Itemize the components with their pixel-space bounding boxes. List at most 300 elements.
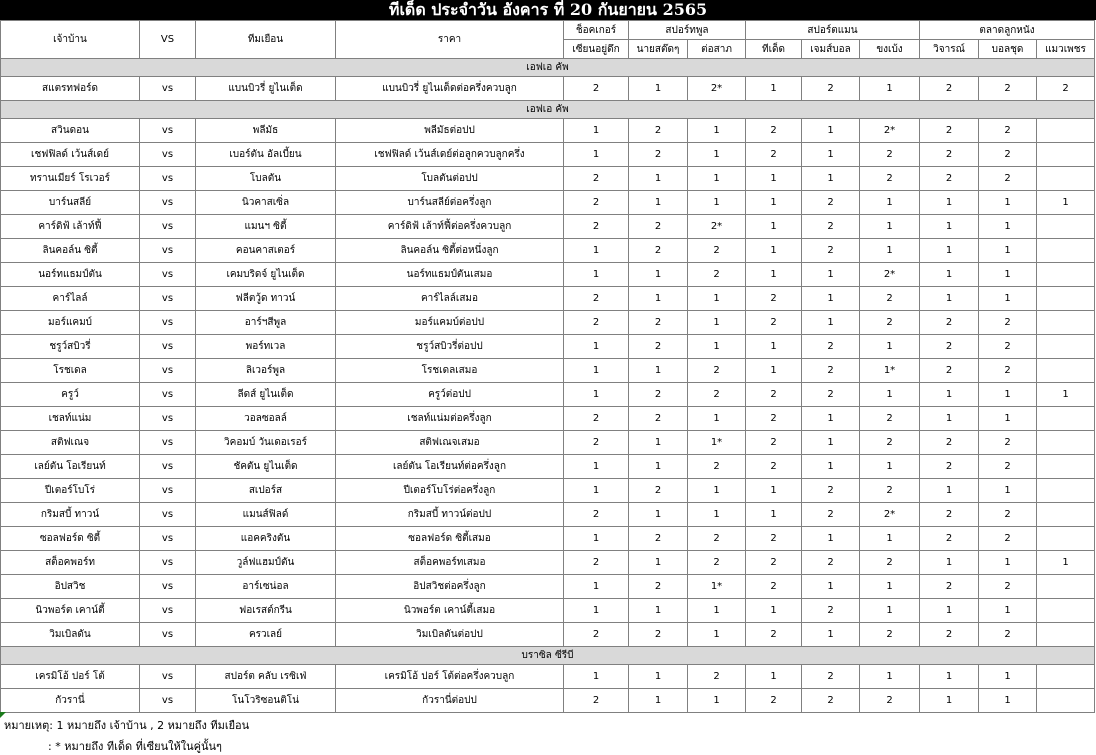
header-col: ขงเบ้ง — [860, 40, 920, 59]
pick-cell: 1 — [802, 287, 860, 311]
pick-cell: 1 — [979, 665, 1037, 689]
vs-label: vs — [140, 359, 196, 383]
price-text: เลย์ตัน โอเรียนท์ต่อครึ่งลูก — [336, 455, 564, 479]
price-text: นิวพอร์ต เคาน์ตี้เสมอ — [336, 599, 564, 623]
pick-cell: 2 — [629, 575, 688, 599]
pick-cell: 1 — [802, 143, 860, 167]
pick-cell: 1 — [746, 359, 802, 383]
note-star: : * หมายถึง ทีเด็ด ที่เซียนให้ในคู่นั้นๆ — [48, 740, 222, 753]
pick-cell — [1037, 665, 1095, 689]
vs-label: vs — [140, 143, 196, 167]
pick-cell: 1 — [629, 503, 688, 527]
vs-label: vs — [140, 287, 196, 311]
header-col: วิจารณ์ — [920, 40, 979, 59]
pick-cell: 2 — [979, 359, 1037, 383]
pick-cell: 2* — [860, 119, 920, 143]
pick-cell: 1 — [920, 191, 979, 215]
pick-cell: 2 — [629, 383, 688, 407]
pick-cell: 1 — [688, 503, 746, 527]
pick-cell: 1* — [688, 431, 746, 455]
pick-cell: 1 — [746, 503, 802, 527]
home-team: ครูว์ — [1, 383, 140, 407]
pick-cell: 1 — [979, 407, 1037, 431]
pick-cell: 2 — [564, 503, 629, 527]
pick-cell: 1 — [920, 263, 979, 287]
section-row — [1, 101, 1095, 119]
pick-cell: 2 — [860, 431, 920, 455]
header-row-groups — [1, 21, 1095, 40]
tips-table — [0, 20, 1095, 713]
pick-cell: 2 — [802, 551, 860, 575]
home-team: มอร์แคมบ์ — [1, 311, 140, 335]
pick-cell: 2 — [688, 665, 746, 689]
home-team: คาร์ไลล์ — [1, 287, 140, 311]
pick-cell: 1 — [979, 215, 1037, 239]
pick-cell — [1037, 599, 1095, 623]
header-group-shocker: ช็อคเกอร์ — [564, 21, 629, 40]
match-row — [1, 167, 1095, 191]
pick-cell: 2 — [564, 167, 629, 191]
away-team: โบลตัน — [196, 167, 336, 191]
vs-label: vs — [140, 215, 196, 239]
match-row — [1, 263, 1095, 287]
away-team: โนโวริซอนติโน่ — [196, 689, 336, 713]
pick-cell: 1 — [564, 119, 629, 143]
pick-cell: 1 — [920, 599, 979, 623]
pick-cell: 2 — [802, 359, 860, 383]
pick-cell: 1 — [802, 455, 860, 479]
away-team: เคมบริดจ์ ยูไนเต็ด — [196, 263, 336, 287]
pick-cell — [1037, 215, 1095, 239]
match-row — [1, 335, 1095, 359]
pick-cell: 1 — [688, 287, 746, 311]
pick-cell — [1037, 335, 1095, 359]
pick-cell: 1 — [802, 119, 860, 143]
pick-cell: 2 — [860, 167, 920, 191]
price-text: อิปสวิชต่อครึ่งลูก — [336, 575, 564, 599]
vs-label: vs — [140, 239, 196, 263]
pick-cell: 2 — [979, 623, 1037, 647]
match-row — [1, 191, 1095, 215]
away-team: แบนบิวรี่ ยูไนเต็ด — [196, 77, 336, 101]
home-team: ลินคอล์น ซิตี้ — [1, 239, 140, 263]
pick-cell: 2 — [564, 689, 629, 713]
home-team: ซอลฟอร์ด ซิตี้ — [1, 527, 140, 551]
pick-cell: 2* — [860, 263, 920, 287]
pick-cell: 2 — [920, 623, 979, 647]
pick-cell — [1037, 287, 1095, 311]
price-text: นอร์ทแธมป์ตันเสมอ — [336, 263, 564, 287]
home-team: เชฟฟิลด์ เว้นส์เดย์ — [1, 143, 140, 167]
home-team: สต็อคพอร์ท — [1, 551, 140, 575]
pick-cell: 2 — [1037, 77, 1095, 101]
pick-cell: 2 — [860, 623, 920, 647]
pick-cell: 2 — [746, 623, 802, 647]
pick-cell: 2 — [802, 479, 860, 503]
vs-label: vs — [140, 407, 196, 431]
vs-label: vs — [140, 689, 196, 713]
pick-cell — [1037, 527, 1095, 551]
pick-cell: 2 — [629, 143, 688, 167]
pick-cell: 2 — [564, 311, 629, 335]
pick-cell: 1 — [564, 575, 629, 599]
pick-cell: 1 — [920, 551, 979, 575]
pick-cell: 1 — [1037, 383, 1095, 407]
pick-cell: 2 — [746, 455, 802, 479]
pick-cell: 2 — [746, 689, 802, 713]
pick-cell: 2 — [802, 599, 860, 623]
header-col: แมวเพชร — [1037, 40, 1095, 59]
away-team: ฟลีตวู้ด ทาวน์ — [196, 287, 336, 311]
price-text: บาร์นสลีย์ต่อครึ่งลูก — [336, 191, 564, 215]
pick-cell: 1 — [564, 359, 629, 383]
pick-cell: 2 — [688, 239, 746, 263]
vs-label: vs — [140, 527, 196, 551]
vs-label: vs — [140, 503, 196, 527]
vs-label: vs — [140, 575, 196, 599]
match-row — [1, 119, 1095, 143]
header-group-sportpool: สปอร์ทพูล — [629, 21, 746, 40]
pick-cell: 1 — [802, 311, 860, 335]
pick-cell: 2 — [564, 77, 629, 101]
pick-cell: 1 — [979, 551, 1037, 575]
pick-cell: 2 — [802, 239, 860, 263]
pick-cell: 1 — [860, 455, 920, 479]
note-legend: หมายเหตุ: 1 หมายถึง เจ้าบ้าน , 2 หมายถึง ทีมเยือน — [4, 719, 250, 732]
section-row — [1, 59, 1095, 77]
pick-cell: 2 — [629, 119, 688, 143]
price-text: พลีมัธต่อปป — [336, 119, 564, 143]
pick-cell: 2 — [746, 431, 802, 455]
pick-cell: 1 — [979, 191, 1037, 215]
header-group-talad: ตลาดลูกหนัง — [920, 21, 1095, 40]
pick-cell — [1037, 263, 1095, 287]
home-team: บาร์นสลีย์ — [1, 191, 140, 215]
pick-cell: 1 — [688, 479, 746, 503]
header-col: นายสต๊ดๆ — [629, 40, 688, 59]
pick-cell: 1 — [564, 335, 629, 359]
home-team: กริมสบี้ ทาวน์ — [1, 503, 140, 527]
price-text: มอร์แคมบ์ต่อปป — [336, 311, 564, 335]
home-team: โรชเดล — [1, 359, 140, 383]
away-team: ลิเวอร์พูล — [196, 359, 336, 383]
vs-label: vs — [140, 455, 196, 479]
price-text: วิมเบิลดันต่อปป — [336, 623, 564, 647]
pick-cell: 1 — [860, 335, 920, 359]
pick-cell: 2* — [860, 503, 920, 527]
pick-cell: 1 — [920, 407, 979, 431]
pick-cell: 2 — [920, 503, 979, 527]
pick-cell: 1 — [860, 77, 920, 101]
away-team: ครวเลย์ — [196, 623, 336, 647]
pick-cell: 2 — [564, 215, 629, 239]
away-team: แมนฯ ซิตี้ — [196, 215, 336, 239]
pick-cell: 1 — [1037, 551, 1095, 575]
match-row — [1, 455, 1095, 479]
price-text: โรชเดลเสมอ — [336, 359, 564, 383]
pick-cell: 1 — [629, 359, 688, 383]
home-team: เลย์ตัน โอเรียนท์ — [1, 455, 140, 479]
match-row — [1, 479, 1095, 503]
vs-label: vs — [140, 191, 196, 215]
header-group-sportsman: สปอร์ตแมน — [746, 21, 920, 40]
pick-cell: 1 — [860, 191, 920, 215]
section-row — [1, 647, 1095, 665]
match-row — [1, 359, 1095, 383]
pick-cell: 2 — [860, 287, 920, 311]
pick-cell: 2 — [920, 335, 979, 359]
home-team: นิวพอร์ต เคาน์ตี้ — [1, 599, 140, 623]
away-team: พลีมัธ — [196, 119, 336, 143]
match-row — [1, 599, 1095, 623]
pick-cell: 1 — [746, 167, 802, 191]
home-team: สติฟเณจ — [1, 431, 140, 455]
match-row — [1, 77, 1095, 101]
pick-cell: 2 — [746, 311, 802, 335]
price-text: กริมสบี้ ทาวน์ต่อปป — [336, 503, 564, 527]
match-row — [1, 527, 1095, 551]
home-team: วิมเบิลดัน — [1, 623, 140, 647]
vs-label: vs — [140, 551, 196, 575]
pick-cell: 1 — [746, 263, 802, 287]
pick-cell: 2 — [629, 407, 688, 431]
away-team: แมนส์ฟิลด์ — [196, 503, 336, 527]
pick-cell: 1 — [979, 599, 1037, 623]
pick-cell: 2 — [802, 335, 860, 359]
price-text: ชรูว์สบิวรี่ต่อปป — [336, 335, 564, 359]
pick-cell: 1 — [629, 665, 688, 689]
away-team: วูล์ฟแฮมป์ตัน — [196, 551, 336, 575]
pick-cell: 1 — [920, 479, 979, 503]
pick-cell: 1 — [688, 335, 746, 359]
vs-label: vs — [140, 335, 196, 359]
pick-cell: 1 — [746, 599, 802, 623]
pick-cell: 2 — [629, 479, 688, 503]
price-text: คาร์ไลล์เสมอ — [336, 287, 564, 311]
header-away: ทีมเยือน — [196, 21, 336, 59]
pick-cell: 2 — [979, 119, 1037, 143]
price-text: เครมิโอ้ ปอร์ โต้ต่อครึ่งควบลูก — [336, 665, 564, 689]
home-team: สวินดอน — [1, 119, 140, 143]
home-team: ปีเตอร์โบโร่ — [1, 479, 140, 503]
pick-cell: 1 — [979, 287, 1037, 311]
pick-cell — [1037, 689, 1095, 713]
pick-cell: 2 — [629, 311, 688, 335]
pick-cell: 2 — [688, 551, 746, 575]
pick-cell: 2 — [564, 431, 629, 455]
pick-cell: 2 — [746, 407, 802, 431]
vs-label: vs — [140, 383, 196, 407]
price-text: สติฟเณจเสมอ — [336, 431, 564, 455]
vs-label: vs — [140, 599, 196, 623]
pick-cell: 1 — [564, 599, 629, 623]
match-row — [1, 143, 1095, 167]
vs-label: vs — [140, 77, 196, 101]
match-row — [1, 623, 1095, 647]
pick-cell: 2 — [979, 311, 1037, 335]
pick-cell — [1037, 479, 1095, 503]
pick-cell: 2 — [802, 191, 860, 215]
home-team: เชลท์แน่ม — [1, 407, 140, 431]
pick-cell: 2 — [629, 527, 688, 551]
pick-cell: 2* — [688, 215, 746, 239]
away-team: วอลซอลล์ — [196, 407, 336, 431]
section-title: บราซิล ซีรีบี — [1, 647, 1095, 665]
pick-cell: 1 — [860, 239, 920, 263]
pick-cell: 2 — [802, 215, 860, 239]
pick-cell: 1 — [1037, 191, 1095, 215]
section-title: เอฟเอ คัพ — [1, 101, 1095, 119]
pick-cell: 1 — [860, 383, 920, 407]
pick-cell: 2 — [746, 383, 802, 407]
pick-cell: 1* — [860, 359, 920, 383]
match-row — [1, 665, 1095, 689]
vs-label: vs — [140, 623, 196, 647]
pick-cell: 1 — [746, 665, 802, 689]
pick-cell: 2 — [860, 311, 920, 335]
pick-cell: 1 — [920, 287, 979, 311]
home-team: เครมิโอ้ ปอร์ โต้ — [1, 665, 140, 689]
pick-cell — [1037, 143, 1095, 167]
pick-cell: 1 — [979, 383, 1037, 407]
pick-cell: 2 — [802, 503, 860, 527]
header-col: เจมส์บอล — [802, 40, 860, 59]
away-team: วิคอมบ์ วันเดอเรอร์ — [196, 431, 336, 455]
pick-cell: 1 — [802, 167, 860, 191]
pick-cell: 2 — [860, 143, 920, 167]
pick-cell: 1 — [802, 431, 860, 455]
price-text: แบนบิวรี่ ยูไนเต็ดต่อครึ่งควบลูก — [336, 77, 564, 101]
away-team: แอคคริงตัน — [196, 527, 336, 551]
pick-cell: 2 — [629, 239, 688, 263]
away-team: ชัคตัน ยูไนเต็ด — [196, 455, 336, 479]
pick-cell: 1 — [746, 191, 802, 215]
pick-cell: 1 — [802, 407, 860, 431]
header-col: ทีเด็ด — [746, 40, 802, 59]
pick-cell: 1 — [920, 689, 979, 713]
pick-cell: 2 — [564, 287, 629, 311]
pick-cell: 1 — [564, 665, 629, 689]
match-row — [1, 575, 1095, 599]
vs-label: vs — [140, 311, 196, 335]
vs-label: vs — [140, 431, 196, 455]
pick-cell: 1 — [688, 119, 746, 143]
pick-cell: 1 — [629, 77, 688, 101]
header-col: เซียนอยู่ดึก — [564, 40, 629, 59]
pick-cell: 2 — [979, 77, 1037, 101]
pick-cell: 1 — [746, 77, 802, 101]
pick-cell: 2 — [860, 407, 920, 431]
pick-cell — [1037, 311, 1095, 335]
pick-cell — [1037, 167, 1095, 191]
price-text: คาร์ดิฟ้ เล้าท์ฟี้ต่อครึ่งควบลูก — [336, 215, 564, 239]
pick-cell: 2 — [979, 143, 1037, 167]
home-team: อิปสวิช — [1, 575, 140, 599]
pick-cell: 1 — [688, 689, 746, 713]
vs-label: vs — [140, 479, 196, 503]
price-text: ซอลฟอร์ด ซิตี้เสมอ — [336, 527, 564, 551]
pick-cell: 2 — [920, 575, 979, 599]
price-text: เชลท์แน่มต่อครึ่งลูก — [336, 407, 564, 431]
pick-cell: 2 — [920, 77, 979, 101]
pick-cell: 1 — [802, 623, 860, 647]
pick-cell: 2 — [860, 551, 920, 575]
pick-cell — [1037, 455, 1095, 479]
header-col: ต่อสาภ — [688, 40, 746, 59]
vs-label: vs — [140, 119, 196, 143]
pick-cell: 2 — [979, 527, 1037, 551]
pick-cell: 2 — [860, 689, 920, 713]
header-home: เจ้าบ้าน — [1, 21, 140, 59]
pick-cell: 1 — [688, 311, 746, 335]
pick-cell: 2 — [802, 383, 860, 407]
price-text: สต็อคพอร์ทเสมอ — [336, 551, 564, 575]
pick-cell: 1 — [920, 215, 979, 239]
pick-cell: 2 — [920, 431, 979, 455]
pick-cell: 2 — [979, 431, 1037, 455]
pick-cell: 1 — [860, 527, 920, 551]
pick-cell: 2 — [564, 623, 629, 647]
pick-cell: 1 — [629, 191, 688, 215]
pick-cell: 1 — [688, 599, 746, 623]
pick-cell: 1* — [688, 575, 746, 599]
vs-label: vs — [140, 167, 196, 191]
home-team: สแตรทฟอร์ด — [1, 77, 140, 101]
pick-cell: 1 — [629, 599, 688, 623]
pick-cell: 1 — [688, 623, 746, 647]
pick-cell: 1 — [629, 287, 688, 311]
price-text: ลินคอล์น ซิตี้ต่อหนึ่งลูก — [336, 239, 564, 263]
match-row — [1, 239, 1095, 263]
pick-cell — [1037, 359, 1095, 383]
match-row — [1, 287, 1095, 311]
pick-cell: 1 — [688, 407, 746, 431]
pick-cell: 2 — [802, 665, 860, 689]
pick-cell: 1 — [802, 263, 860, 287]
pick-cell: 2 — [979, 167, 1037, 191]
match-row — [1, 503, 1095, 527]
pick-cell: 1 — [920, 383, 979, 407]
pick-cell: 2 — [746, 287, 802, 311]
pick-cell: 2 — [629, 623, 688, 647]
match-row — [1, 215, 1095, 239]
match-row — [1, 407, 1095, 431]
away-team: พอร์ทเวล — [196, 335, 336, 359]
pick-cell: 1 — [802, 527, 860, 551]
pick-cell: 1 — [860, 575, 920, 599]
price-text: โบลตันต่อปป — [336, 167, 564, 191]
pick-cell: 2 — [746, 575, 802, 599]
pick-cell: 1 — [688, 143, 746, 167]
pick-cell: 2 — [629, 335, 688, 359]
pick-cell: 2 — [920, 455, 979, 479]
away-team: อาร์ฯสีพูล — [196, 311, 336, 335]
pick-cell: 1 — [920, 239, 979, 263]
pick-cell: 1 — [979, 263, 1037, 287]
pick-cell: 2 — [564, 407, 629, 431]
pick-cell: 2 — [802, 689, 860, 713]
price-text: เชฟฟิลด์ เว้นส์เดย์ต่อลูกควบลูกครึ่ง — [336, 143, 564, 167]
home-team: นอร์ทแธมป์ตัน — [1, 263, 140, 287]
pick-cell: 2 — [746, 527, 802, 551]
away-team: อาร์เซน่อล — [196, 575, 336, 599]
pick-cell — [1037, 575, 1095, 599]
pick-cell: 1 — [564, 479, 629, 503]
pick-cell: 2 — [688, 359, 746, 383]
pick-cell: 1 — [564, 263, 629, 287]
section-title: เอฟเอ คัพ — [1, 59, 1095, 77]
match-row — [1, 311, 1095, 335]
